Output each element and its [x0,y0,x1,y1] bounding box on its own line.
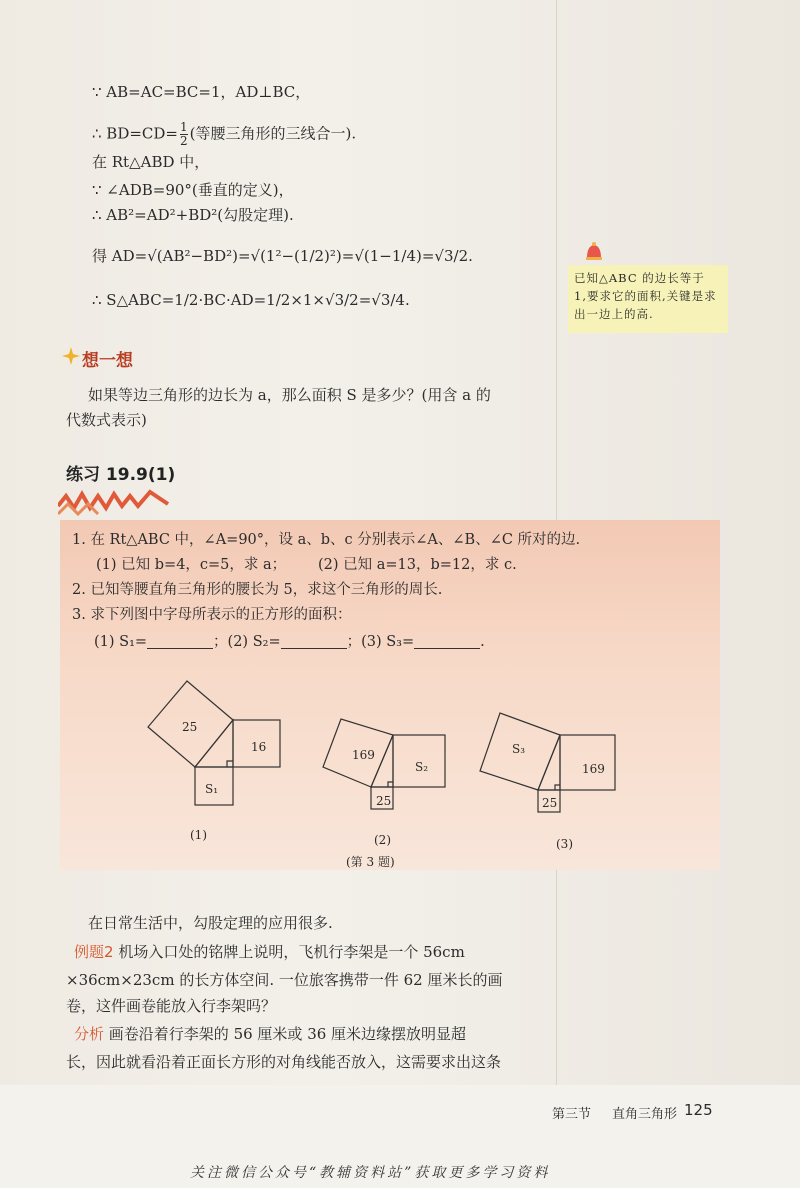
proof-line-1: ∵ AB=AC=BC=1，AD⊥BC， [92,83,311,101]
answer-blank-1[interactable] [147,636,213,649]
proof-line-5: ∴ AB²=AD²+BD²(勾股定理). [92,206,294,224]
proof-line-2 [92,121,356,148]
proof-line-2-b: (等腰三角形的三线合一). [189,124,357,143]
exercise-q3a: (1) S₁= [94,634,148,650]
fig3-bottom-label: 25 [542,796,558,810]
fig1-caption: (1) [190,828,207,842]
watermark-text: 关注微信公众号“教辅资料站”获取更多学习资料 [190,1165,551,1181]
sparkle-icon [60,345,82,367]
exercise-q3: 3. 求下列图中字母所表示的正方形的面积： [72,607,352,623]
fig2-right-label: S₂ [415,760,429,774]
think-text-1: 如果等边三角形的边长为 a，那么面积 S 是多少？(用含 a 的 [88,386,491,404]
exercise-q3b: ；(2) S₂= [213,634,281,650]
fig1-bottom-label: S₁ [205,782,219,796]
zigzag-decoration-icon [58,482,178,518]
fig2-big-label: 169 [352,748,375,762]
analysis-line-2: 长，因此就看沿着正面长方形的对角线能否放入，这需要求出这条 [66,1053,502,1071]
page-number: 125 [684,1101,713,1119]
think-text-2: 代数式表示) [66,411,147,429]
example-tag: 例题2 [74,943,114,961]
fig1-right-label: 16 [251,740,267,754]
footer-chapter: 直角三角形 [612,1107,678,1122]
fig3-big-label: S₃ [512,742,526,756]
exercise-q1b: (2) 已知 a=13，b=12，求 c. [318,557,517,573]
body-paragraph-1: 在日常生活中，勾股定理的应用很多. [88,914,333,932]
figure-1 [140,672,300,812]
figure-caption: (第 3 题) [346,855,395,869]
answer-blank-2[interactable] [281,636,347,649]
answer-blank-3[interactable] [414,636,480,649]
exercise-q3-blanks: (1) S₁= ；(2) S₂= ；(3) S₃= . [94,634,485,650]
proof-line-3: 在 Rt△ABD 中， [92,153,210,171]
fraction-half: $\frac{1}{2}$ [180,120,188,148]
exercise-q1a: (1) 已知 b=4，c=5，求 a； [96,557,287,573]
analysis-tag: 分析 [74,1025,105,1043]
exercise-title: 练习 19.9(1) [66,465,176,485]
analysis-line-1 [74,1024,466,1044]
fig2-caption: (2) [374,833,391,847]
analysis-text-1: 画卷沿着行李架的 56 厘米或 36 厘米边缘摆放明显超 [108,1025,467,1043]
proof-line-6: 得 AD=√(AB²−BD²)=√(1²−(1/2)²)=√(1−1/4)=√3/2. [92,247,473,265]
example-line-1 [74,942,465,962]
exercise-q3c: ；(3) S₃= [346,634,415,650]
example-line-3: 卷，这件画卷能放入行李架吗？ [66,997,277,1015]
example-line-2: ×36cm×23cm 的长方体空间. 一位旅客携带一件 62 厘米长的画 [66,971,503,989]
example-text-1: 机场入口处的铭牌上说明，飞机行李架是一个 56cm [118,943,465,961]
fig3-caption: (3) [556,837,573,851]
proof-line-7: ∴ S△ABC=1/2·BC·AD=1/2×1×√3/2=√3/4. [92,291,410,309]
bell-icon [583,240,605,262]
proof-line-4: ∵ ∠ADB=90°(垂直的定义)， [92,181,294,199]
footer-section: 第三节 [552,1107,592,1122]
proof-line-2-a: ∴ BD=CD= [92,124,179,143]
margin-note: 已知△ABC 的边长等于 1,要求它的面积,关键是求出一边上的高. [568,265,728,333]
fig1-big-label: 25 [182,720,198,734]
exercise-q1: 1. 在 Rt△ABC 中，∠A=90°，设 a、b、c 分别表示∠A、∠B、∠C 所对的边. [72,532,581,548]
fig3-right-label: 169 [582,762,605,776]
think-title: 想一想 [82,351,133,371]
fig2-bottom-label: 25 [376,794,392,808]
exercise-q2: 2. 已知等腰直角三角形的腰长为 5，求这个三角形的周长. [72,582,443,598]
